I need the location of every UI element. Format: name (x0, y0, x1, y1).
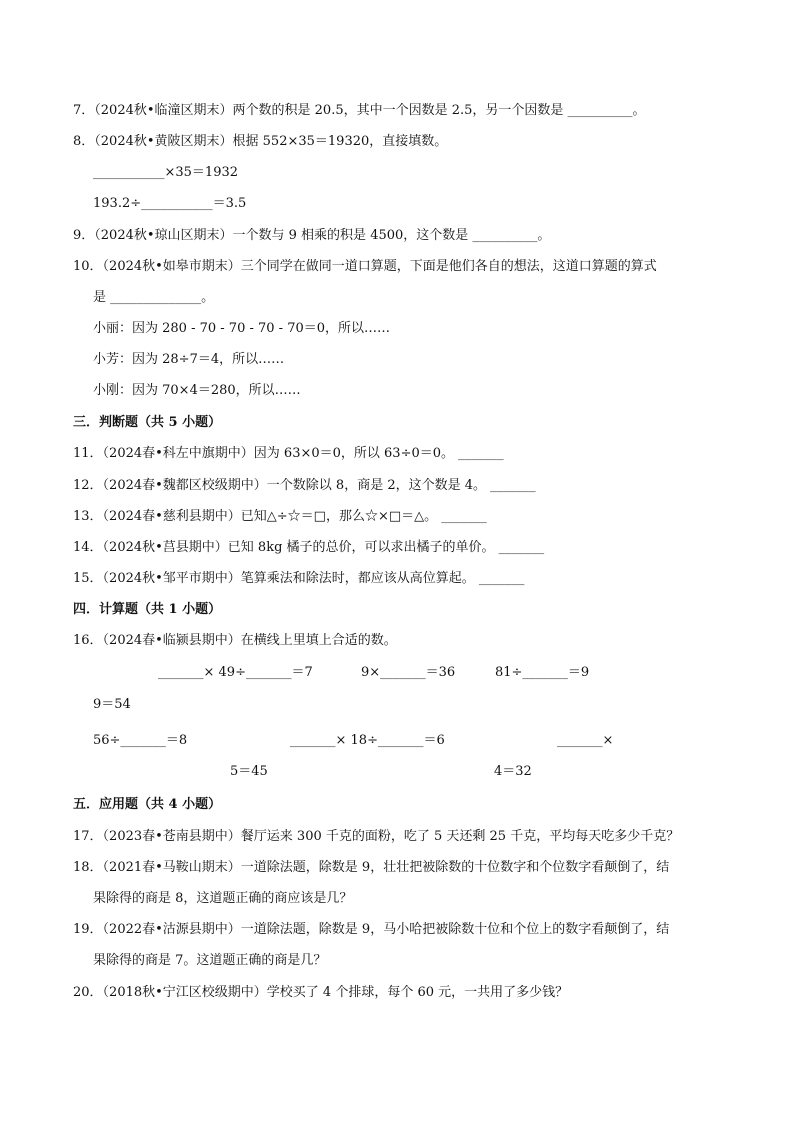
question-16-g: _______× (557, 733, 614, 748)
question-7: 7．（2024秋•临潼区期末）两个数的积是 20.5，其中一个因数是 2.5，另一个因数是 __________。 (73, 103, 646, 118)
question-16-d: 9＝54 (93, 697, 131, 712)
question-19-cont: 果除得的商是 7。这道题正确的商是几？ (93, 953, 327, 968)
question-16-f: _______× 18÷_______＝6 (290, 733, 445, 748)
question-16: 16．（2024春•临颍县期中）在横线上里填上合适的数。 (73, 633, 397, 648)
question-16-e: 56÷_______＝8 (93, 733, 188, 748)
question-11: 11．（2024春•科左中旗期中）因为 63×0＝0，所以 63÷0＝0。 _______ (73, 446, 504, 461)
question-20: 20．（2018秋•宁江区校级期中）学校买了 4 个排球，每个 60 元，一共用了多少钱？ (73, 985, 569, 1000)
question-16-b: 9×_______＝36 (361, 665, 456, 680)
question-17: 17．（2023春•苍南县期中）餐厅运来 300 千克的面粉，吃了 5 天还剩 25 千克，平均每天吃多少千克？ (73, 829, 680, 844)
question-10-xiaofang: 小芳：因为 28÷7＝4，所以…… (93, 352, 285, 367)
question-18: 18．（2021春•马鞍山期末）一道除法题，除数是 9，壮壮把被除数的十位数字和个位数字看颠倒了，结 (73, 860, 670, 875)
question-18-cont: 果除得的商是 8，这道题正确的商应该是几？ (93, 891, 353, 906)
question-12: 12．（2024春•魏都区校级期中）一个数除以 8，商是 2，这个数是 4。 _______ (73, 478, 536, 493)
question-10-answer: 是 ______________。 (93, 290, 215, 305)
question-8: 8．（2024秋•黄陂区期末）根据 552×35＝19320，直接填数。 (73, 134, 448, 149)
question-16-a: _______× 49÷_______＝7 (158, 665, 313, 680)
question-14: 14．（2024秋•莒县期中）已知 8kg 橘子的总价，可以求出橘子的单价。 _______ (73, 540, 545, 555)
question-10: 10．（2024秋•如皋市期末）三个同学在做同一道口算题，下面是他们各自的想法，这道口算题的算式 (73, 259, 657, 274)
section-3-heading: 三．判断题（共 5 小题） (73, 415, 222, 430)
question-19: 19．（2022春•沽源县期中）一道除法题，除数是 9，马小哈把被除数十位和个位上的数字看颠倒了，结 (73, 922, 670, 937)
question-8-blank-a: ___________×35＝1932 (93, 165, 239, 180)
question-13: 13．（2024春•慈利县期中）已知△÷☆＝□，那么☆×□＝△。 _______ (73, 509, 487, 524)
question-10-xiaogang: 小刚：因为 70×4＝280，所以…… (93, 383, 301, 398)
question-9: 9．（2024秋•琼山区期末）一个数与 9 相乘的积是 4500，这个数是 __________。 (73, 228, 551, 243)
question-16-h: 5＝45 (230, 764, 268, 779)
question-16-c: 81÷_______＝9 (495, 665, 590, 680)
question-15: 15．（2024秋•邹平市期中）笔算乘法和除法时，都应该从高位算起。 _______ (73, 571, 525, 586)
question-10-xiaoli: 小丽：因为 280 - 70 - 70 - 70 - 70＝0，所以…… (93, 321, 391, 336)
question-8-blank-b: 193.2÷___________＝3.5 (93, 196, 247, 211)
section-4-heading: 四．计算题（共 1 小题） (73, 602, 222, 617)
question-16-i: 4＝32 (494, 764, 532, 779)
section-5-heading: 五．应用题（共 4 小题） (73, 797, 222, 812)
